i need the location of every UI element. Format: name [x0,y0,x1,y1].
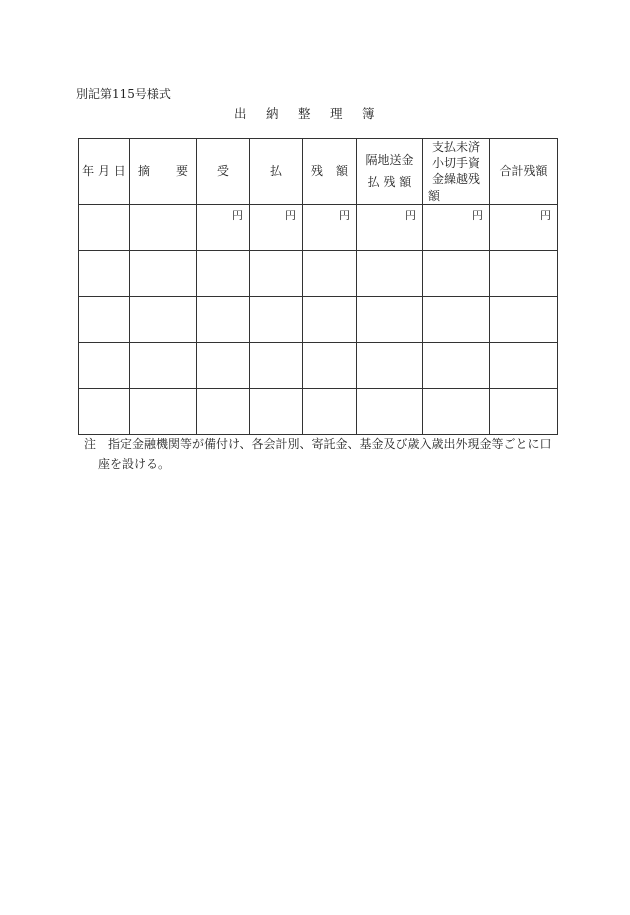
cell-unpaid [423,296,490,342]
unit-label: 円 [285,208,296,222]
footnote-text: 指定金融機関等が備付け、各会計別、寄託金、基金及び歳入歳出外現金等ごとに口 [108,437,552,451]
header-balance-char: 額 [335,164,348,179]
cell-summary [130,204,197,250]
cell-summary [130,296,197,342]
unit-label: 円 [232,208,243,222]
title-char: 出 [234,106,247,121]
unit-label: 円 [472,208,483,222]
table-row [79,388,558,434]
header-line: 小切手資 [431,156,480,171]
cell-total [490,250,558,296]
title-char: 簿 [362,106,375,121]
cell-payment [250,296,303,342]
cell-remote [357,388,423,434]
cell-payment [250,250,303,296]
header-payment: 払 [250,139,303,205]
header-line: 支払未済 [431,140,480,154]
cell-balance [303,204,357,250]
header-line: 金繰越残 [431,172,480,187]
header-summary [130,139,197,205]
cell-receipt [197,296,250,342]
table-row [79,250,558,296]
title-char: 理 [330,106,343,121]
footnote [84,434,558,475]
cell-remote [357,342,423,388]
cell-receipt [197,342,250,388]
cell-total [490,342,558,388]
header-line: 払 残 額 [367,175,412,190]
header-date: 年 月 日 [79,139,130,205]
header-balance [303,139,357,205]
cell-remote [357,250,423,296]
unit-label: 円 [540,208,551,222]
cell-receipt [197,250,250,296]
title-char: 納 [266,106,279,121]
cell-unpaid [423,342,490,388]
cell-date [79,296,130,342]
header-receipt: 受 [197,139,250,205]
cell-unpaid [423,204,490,250]
cell-summary [130,342,197,388]
footnote-mark: 注 [84,437,97,451]
form-number: 別記第115号様式 [76,87,171,101]
table-row [79,204,558,250]
unit-label: 円 [405,208,416,222]
cell-total [490,388,558,434]
header-summary-char: 要 [175,164,188,179]
header-balance-char: 残 [311,164,324,179]
ledger-table [78,138,558,435]
cell-date [79,204,130,250]
cell-date [79,342,130,388]
table-row [79,296,558,342]
header-summary-char: 摘 [138,164,151,179]
header-row [79,139,558,205]
header-unpaid-checks [423,139,490,205]
cell-balance [303,296,357,342]
cell-summary [130,388,197,434]
footnote-line [84,434,558,454]
cell-total [490,204,558,250]
footnote-continuation: 座を設ける。 [98,457,171,472]
cell-total [490,296,558,342]
cell-payment [250,342,303,388]
cell-unpaid [423,388,490,434]
document-title [234,104,394,122]
cell-date [79,250,130,296]
title-char: 整 [298,106,311,121]
cell-unpaid [423,250,490,296]
header-line: 隔地送金 [365,153,414,168]
cell-payment [250,204,303,250]
cell-summary [130,250,197,296]
header-line: 額 [428,188,441,203]
table-row [79,342,558,388]
cell-balance [303,250,357,296]
cell-receipt [197,204,250,250]
cell-remote [357,296,423,342]
cell-balance [303,342,357,388]
cell-remote [357,204,423,250]
header-remote-remittance [357,139,423,205]
header-total: 合計残額 [490,139,558,205]
cell-date [79,388,130,434]
cell-balance [303,388,357,434]
cell-receipt [197,388,250,434]
cell-payment [250,388,303,434]
unit-label: 円 [339,208,350,222]
